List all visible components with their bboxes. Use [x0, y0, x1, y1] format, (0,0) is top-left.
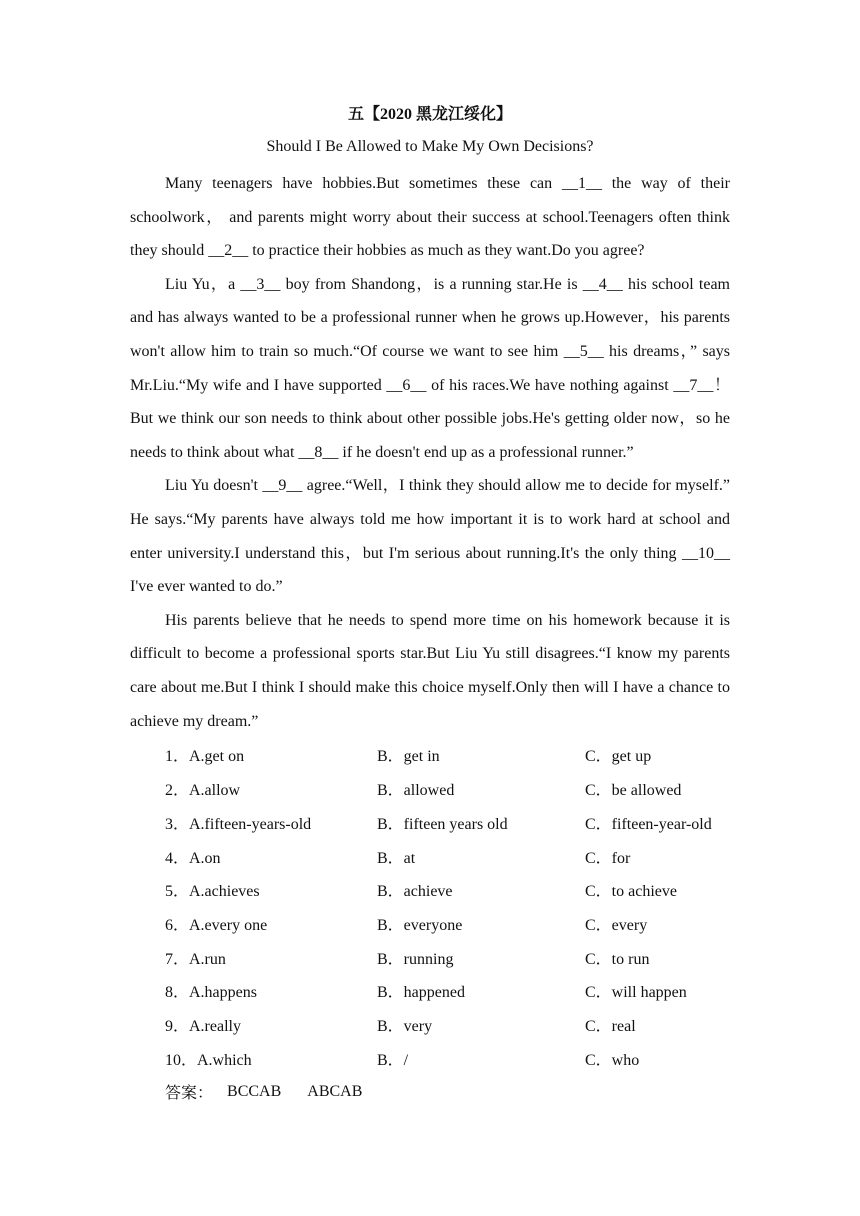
passage-paragraph: Liu Yu doesn't __9__ agree.“Well，I think they should allow me to decide for myself.” He says.“My parents have always told me how important it is to work hard at school and enter university.I understand this，but I'm serious about running.It's the only thing __10__ I've ever wanted to do.”	[130, 477, 730, 596]
option-row	[130, 839, 730, 873]
option-row	[130, 772, 730, 806]
option-c: C．to run	[585, 950, 650, 968]
options-list	[130, 738, 730, 1075]
option-c: C．will happen	[585, 984, 687, 1002]
passage-title: Should I Be Allowed to Make My Own Decisions?	[266, 138, 594, 155]
option-row	[130, 873, 730, 907]
option-b: B．get in	[377, 748, 440, 766]
section-heading: 五【2020 黑龙江绥化】	[347, 106, 512, 123]
option-b: B．/	[377, 1051, 409, 1069]
option-b: B．at	[377, 849, 416, 867]
passage-paragraph: Many teenagers have hobbies.But sometimes these can __1__ the way of their schoolwork， and parents might worry about their success at school.Teenagers often think they should __2__ to practice their hobbies as much as they want.Do you agree?	[130, 175, 730, 260]
option-a: 6．A.every one	[165, 916, 268, 934]
answer-group-2: ABCAB	[307, 1082, 363, 1100]
option-b: B．running	[377, 950, 454, 968]
option-c: C．fifteen-year-old	[585, 815, 712, 833]
answer-group-1: BCCAB	[227, 1082, 282, 1100]
option-a: 4．A.on	[165, 849, 221, 867]
option-row	[130, 907, 730, 941]
option-c: C．for	[585, 849, 631, 867]
option-a: 2．A.allow	[165, 782, 241, 800]
option-b: B．allowed	[377, 782, 455, 800]
option-a: 8．A.happens	[165, 984, 257, 1002]
option-a: 1．A.get on	[165, 748, 245, 766]
passage-paragraph: His parents believe that he needs to spend more time on his homework because it is difficult to become a professional sports star.But Liu Yu still disagrees.“I know my parents care about me.But I think I should make this choice myself.Only then will I have a chance to achieve my dream.”	[130, 611, 730, 730]
option-a: 5．A.achieves	[165, 883, 260, 901]
option-row	[130, 1008, 730, 1042]
option-a: 9．A.really	[165, 1017, 241, 1035]
option-a: 10．A.which	[165, 1051, 252, 1069]
option-a: 3．A.fifteen-years-old	[165, 815, 312, 833]
option-row	[130, 974, 730, 1008]
option-b: B．achieve	[377, 883, 453, 901]
option-b: B．very	[377, 1017, 433, 1035]
option-b: B．everyone	[377, 916, 463, 934]
option-c: C．real	[585, 1017, 636, 1035]
option-row	[130, 738, 730, 772]
answer-line	[130, 1075, 730, 1109]
option-b: B．happened	[377, 984, 465, 1002]
option-b: B．fifteen years old	[377, 815, 508, 833]
option-row	[130, 1041, 730, 1075]
option-c: C．to achieve	[585, 883, 677, 901]
option-c: C．who	[585, 1051, 640, 1069]
passage-paragraph: Liu Yu，a __3__ boy from Shandong，is a running star.He is __4__ his school team and has always wanted to be a professional runner when he grows up.However，his parents won't allow him to train so much.“Of course we want to see him __5__ his dreams，” says Mr.Liu.“My wife and I have supported __6__ of his races.We have nothing against __7__！ But we think our son needs to think about other possible jobs.He's getting older now，so he needs to think about what __8__ if he doesn't end up as a professional runner.”	[130, 275, 730, 461]
option-c: C．be allowed	[585, 782, 682, 800]
option-a: 7．A.run	[165, 950, 226, 968]
exercise-content	[130, 104, 730, 1109]
answer-label: 答案：	[165, 1085, 214, 1103]
option-c: C．get up	[585, 748, 652, 766]
option-row	[130, 940, 730, 974]
option-c: C．every	[585, 916, 648, 934]
option-row	[130, 805, 730, 839]
